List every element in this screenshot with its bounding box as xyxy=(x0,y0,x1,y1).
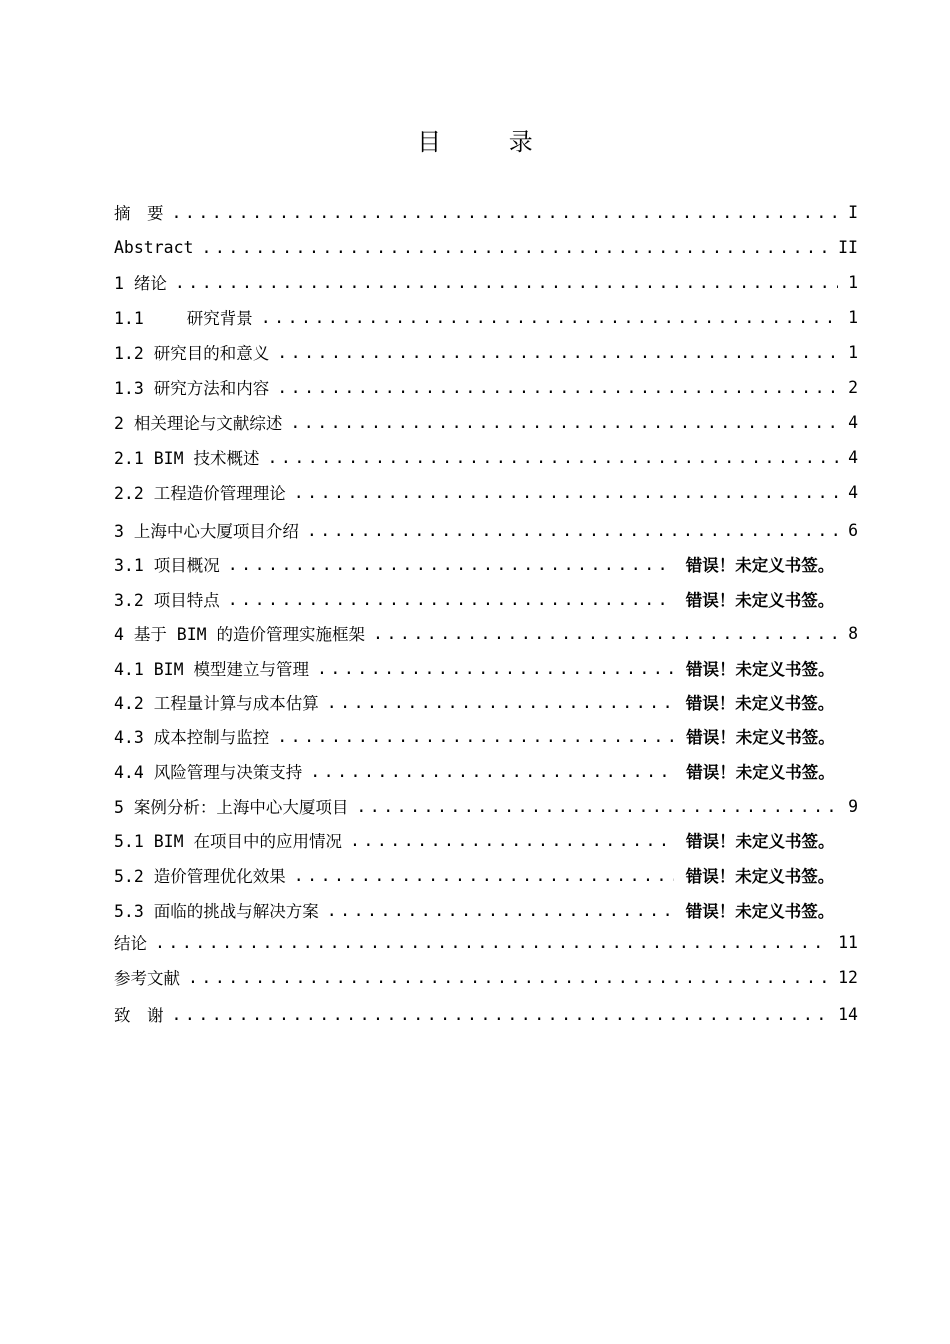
toc-entry[interactable] xyxy=(114,410,858,434)
toc-entry[interactable] xyxy=(114,375,858,399)
toc-entry-error: 错误！未定义书签。 xyxy=(685,556,835,575)
toc-leader-dots xyxy=(373,624,838,643)
toc-leader-dots xyxy=(356,797,838,816)
toc-entry-error: 错误！未定义书签。 xyxy=(685,902,835,921)
toc-entry-error: 错误！未定义书签。 xyxy=(685,832,835,851)
toc-entry-error: 错误！未定义书签。 xyxy=(685,660,835,679)
toc-leader-dots xyxy=(228,555,674,574)
toc-leader-dots xyxy=(155,933,828,952)
toc-entry-error: 错误！未定义书签。 xyxy=(686,763,835,782)
toc-entry-label: 1.1 研究背景 xyxy=(114,309,253,328)
toc-entry-label: 3.1 项目概况 xyxy=(114,556,220,575)
toc-entry-label: 5.2 造价管理优化效果 xyxy=(114,867,286,886)
toc-leader-dots xyxy=(228,590,674,609)
toc-entry[interactable] xyxy=(114,930,858,954)
toc-entry-label: 1.2 研究目的和意义 xyxy=(114,344,270,363)
toc-entry[interactable] xyxy=(114,552,858,576)
toc-entry-label: 5.1 BIM 在项目中的应用情况 xyxy=(114,832,342,851)
toc-entry-label: 参考文献 xyxy=(114,969,180,988)
toc-entry-page: II xyxy=(838,237,858,257)
toc-entry-label: 3.2 项目特点 xyxy=(114,591,220,610)
toc-leader-dots xyxy=(307,521,838,540)
toc-entry[interactable] xyxy=(114,794,858,818)
toc-leader-dots xyxy=(188,968,828,987)
toc-entry-page: 1 xyxy=(848,272,858,292)
toc-entry[interactable] xyxy=(114,965,858,989)
toc-leader-dots xyxy=(294,866,674,885)
toc-entry-error: 错误！未定义书签。 xyxy=(685,694,835,713)
toc-entry-page: 6 xyxy=(848,520,858,540)
toc-entry[interactable] xyxy=(114,445,858,469)
toc-entry-label: Abstract xyxy=(114,237,194,257)
toc-entry-label: 4.2 工程量计算与成本估算 xyxy=(114,694,319,713)
toc-entry[interactable] xyxy=(114,828,858,852)
toc-entry-page: 4 xyxy=(848,447,858,467)
toc-entry-label: 4.1 BIM 模型建立与管理 xyxy=(114,660,309,679)
toc-entry-label: 1.3 研究方法和内容 xyxy=(114,379,270,398)
toc-entry-label: 5 案例分析：上海中心大厦项目 xyxy=(114,798,349,817)
toc-leader-dots xyxy=(277,727,674,746)
toc-leader-dots xyxy=(350,831,674,850)
toc-entry[interactable] xyxy=(114,305,858,329)
toc-entry[interactable] xyxy=(114,656,858,680)
toc-entry-label: 致 谢 xyxy=(114,1006,164,1025)
toc-entry-error: 错误！未定义书签。 xyxy=(685,591,835,610)
toc-entry[interactable] xyxy=(114,340,858,364)
toc-leader-dots xyxy=(277,378,838,397)
toc-title: 目 录 xyxy=(417,128,563,156)
toc-entry-page: I xyxy=(848,202,858,222)
toc-leader-dots xyxy=(290,413,838,432)
toc-entry[interactable] xyxy=(114,587,858,611)
toc-entry-label: 2 相关理论与文献综述 xyxy=(114,414,283,433)
toc-entry-label: 5.3 面临的挑战与解决方案 xyxy=(114,902,319,921)
toc-leader-dots xyxy=(201,238,828,257)
toc-entry[interactable] xyxy=(114,235,858,259)
toc-entry-page: 8 xyxy=(848,623,858,643)
toc-entry-label: 1 绪论 xyxy=(114,274,167,293)
toc-entry-error: 错误！未定义书签。 xyxy=(685,867,835,886)
toc-leader-dots xyxy=(327,693,674,712)
toc-leader-dots xyxy=(294,483,838,502)
toc-leader-dots xyxy=(277,343,838,362)
toc-entry-page: 14 xyxy=(838,1004,858,1024)
toc-entry-page: 1 xyxy=(848,342,858,362)
toc-entry[interactable] xyxy=(114,1002,858,1026)
toc-leader-dots xyxy=(261,308,838,327)
toc-entry[interactable] xyxy=(114,480,858,504)
toc-leader-dots xyxy=(172,1005,829,1024)
toc-leader-dots xyxy=(310,762,674,781)
toc-entry-page: 4 xyxy=(848,482,858,502)
toc-entry-label: 结论 xyxy=(114,934,147,953)
toc-entry-label: 摘 要 xyxy=(114,204,164,223)
toc-entry-page: 2 xyxy=(848,377,858,397)
toc-entry[interactable] xyxy=(114,898,858,922)
toc-entry[interactable] xyxy=(114,200,858,224)
toc-leader-dots xyxy=(317,659,674,678)
toc-entry-page: 4 xyxy=(848,412,858,432)
toc-entry[interactable] xyxy=(114,863,858,887)
toc-entry-label: 4.3 成本控制与监控 xyxy=(114,728,270,747)
toc-entry-label: 4 基于 BIM 的造价管理实施框架 xyxy=(114,625,366,644)
toc-leader-dots xyxy=(327,901,674,920)
toc-entry-page: 9 xyxy=(848,796,858,816)
toc-entry-page: 11 xyxy=(838,932,858,952)
toc-entry-page: 1 xyxy=(848,307,858,327)
toc-entry-label: 4.4 风险管理与决策支持 xyxy=(114,763,303,782)
toc-leader-dots xyxy=(172,203,839,222)
toc-entry[interactable] xyxy=(114,724,858,748)
toc-entry-label: 2.2 工程造价管理理论 xyxy=(114,484,286,503)
toc-entry[interactable] xyxy=(114,690,858,714)
toc-leader-dots xyxy=(175,273,838,292)
toc-entry-label: 2.1 BIM 技术概述 xyxy=(114,449,260,468)
toc-entry-error: 错误！未定义书签。 xyxy=(686,728,835,747)
toc-entry[interactable] xyxy=(114,759,858,783)
toc-entry[interactable] xyxy=(114,518,858,542)
toc-leader-dots xyxy=(267,448,838,467)
toc-entry[interactable] xyxy=(114,270,858,294)
toc-entry[interactable] xyxy=(114,621,858,645)
toc-entry-page: 12 xyxy=(838,967,858,987)
toc-entry-label: 3 上海中心大厦项目介绍 xyxy=(114,522,299,541)
